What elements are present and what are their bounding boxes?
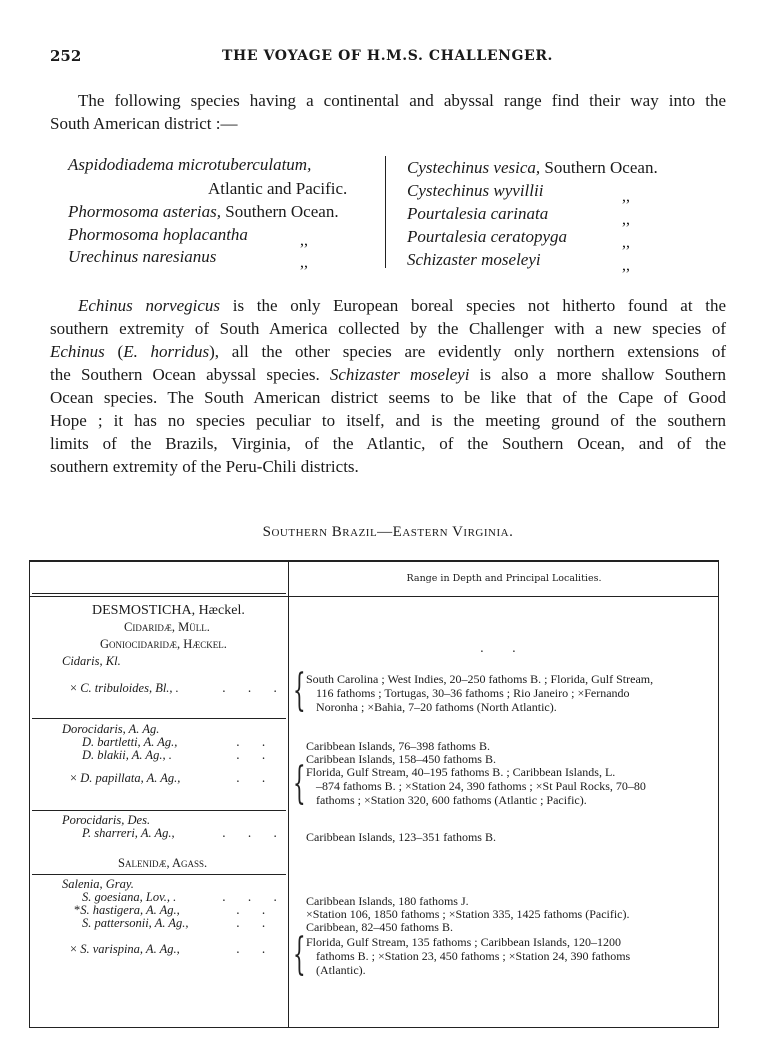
column-divider: [385, 156, 386, 268]
table-column-divider: [288, 560, 289, 1028]
table-header-rule: [29, 596, 719, 597]
discussion-line: southern extremity of South America collected by the Challenger with a new species of: [50, 319, 726, 338]
species-left-2: Phormosoma asterias, Southern Ocean.: [68, 202, 339, 221]
brace-mark: {: [293, 758, 306, 809]
range-line: 116 fathoms ; Tortugas, 30–36 fathoms ; Rio Janeiro ; ×Fernando: [316, 686, 630, 700]
ditto-mark: ,,: [300, 232, 308, 249]
genus-heading: Porocidaris, Des.: [62, 813, 151, 827]
brace-mark: {: [293, 665, 306, 716]
running-head: THE VOYAGE OF H.M.S. CHALLENGER.: [222, 48, 554, 64]
discussion-line: limits of the Brazils, Virginia, of the Atlantic, of the Southern Ocean, and of the: [50, 434, 726, 453]
species-row: D. bartletti, A. Ag.,: [82, 735, 178, 749]
range-line: Florida, Gulf Stream, 135 fathoms ; Caribbean Islands, 120–1200: [306, 935, 621, 949]
ditto-mark: ,,: [300, 254, 308, 271]
discussion-line: Ocean species. The South American district seems to be like that of the Cape of Good: [50, 388, 726, 407]
range-line: South Carolina ; West Indies, 20–250 fathoms B. ; Florida, Gulf Stream,: [306, 672, 654, 686]
leader-dots: . .: [236, 771, 275, 785]
genus-heading: Salenia, Gray.: [62, 877, 134, 891]
discussion-paragraph: [50, 294, 726, 478]
discussion-line: Echinus (E. horridus), all the other species are evidently only northern extensions of: [50, 342, 726, 361]
discussion-line: the Southern Ocean abyssal species. Schizaster moseleyi is also a more shallow Southern: [50, 365, 727, 384]
species-left-1: Aspidodiadema microtuberculatum,: [68, 155, 312, 174]
leader-dots: . .: [236, 916, 275, 930]
range-line: Caribbean Islands, 158–450 fathoms B.: [306, 752, 496, 766]
subfamily-heading: Goniocidaridæ, Hæckel.: [100, 637, 227, 651]
species-right-5: Schizaster moseleyi: [407, 250, 541, 269]
range-line: –874 fathoms B. ; ×Station 24, 390 fathoms ; ×St Paul Rocks, 70–80: [316, 779, 646, 793]
discussion-line: southern extremity of the Peru-Chili districts.: [50, 457, 359, 476]
table-header-range: Range in Depth and Principal Localities.: [406, 573, 602, 584]
section-rule: [32, 810, 286, 811]
genus-heading: Dorocidaris, A. Ag.: [62, 722, 160, 736]
species-right-2: Cystechinus wyvillii: [407, 181, 544, 200]
species-left-1-range: Atlantic and Pacific.: [208, 179, 348, 198]
range-line: Caribbean Islands, 123–351 fathoms B.: [306, 830, 496, 844]
leader-dots: . . .: [222, 890, 287, 904]
section-rule: [32, 874, 286, 875]
header-left-rule: [32, 593, 286, 594]
leader-dots: . . .: [222, 826, 287, 840]
range-line: Caribbean Islands, 76–398 fathoms B.: [306, 739, 490, 753]
page-number: 252: [50, 47, 82, 65]
ditto-mark: ,,: [622, 188, 630, 205]
range-line: Caribbean, 82–450 fathoms B.: [306, 920, 453, 934]
family-heading: Cidaridæ, Müll.: [124, 620, 210, 634]
species-row: *S. hastigera, A. Ag.,: [74, 903, 180, 917]
leader-dots: . .: [236, 748, 275, 762]
species-left-4: Urechinus naresianus: [68, 247, 217, 266]
ditto-mark: ,,: [622, 211, 630, 228]
range-line: Noronha ; ×Bahia, 7–20 fathoms (North Atlantic).: [316, 700, 557, 714]
leader-dots: .: [512, 641, 525, 655]
ditto-mark: ,,: [622, 234, 630, 251]
species-row: S. goesiana, Lov., .: [82, 890, 177, 904]
species-right-4: Pourtalesia ceratopyga: [407, 227, 568, 246]
species-left-3: Phormosoma hoplacantha: [68, 225, 248, 244]
leader-dots: . .: [236, 942, 275, 956]
range-line: (Atlantic).: [316, 963, 366, 977]
intro-line-1: The following species having a continental and abyssal range find their way into the: [78, 91, 726, 110]
species-row: × D. papillata, A. Ag.,: [70, 771, 181, 785]
range-line: fathoms B. ; ×Station 23, 450 fathoms ; ×Station 24, 390 fathoms: [316, 949, 631, 963]
range-line: Florida, Gulf Stream, 40–195 fathoms B. ; Caribbean Islands, L.: [306, 765, 616, 779]
species-row: × S. varispina, A. Ag.,: [70, 942, 180, 956]
table-title: Southern Brazil—Eastern Virginia.: [262, 524, 514, 540]
discussion-line: Hope ; it has no species peculiar to itself, and is the meeting ground of the southern: [50, 411, 726, 430]
section-rule: [32, 718, 286, 719]
genus-heading: Cidaris, Kl.: [62, 654, 121, 668]
leader-dots: . . .: [222, 681, 287, 695]
species-right-1: Cystechinus vesica, Southern Ocean.: [407, 158, 658, 177]
species-row: P. sharreri, A. Ag.,: [82, 826, 175, 840]
order-heading: DESMOSTICHA, Hæckel.: [92, 603, 245, 618]
family-heading: Salenidæ, Agass.: [118, 856, 208, 870]
species-right-3: Pourtalesia carinata: [407, 204, 549, 223]
species-row: S. pattersonii, A. Ag.,: [82, 916, 189, 930]
species-row: × C. tribuloides, Bl., .: [70, 681, 179, 695]
intro-paragraph: [50, 89, 726, 135]
ditto-mark: ,,: [622, 257, 630, 274]
species-row: D. blakii, A. Ag., .: [82, 748, 172, 762]
range-line: Caribbean Islands, 180 fathoms J.: [306, 894, 469, 908]
intro-line-2: South American district :—: [50, 114, 238, 133]
leader-dots: .: [480, 641, 493, 655]
leader-dots: . .: [236, 735, 275, 749]
discussion-line: Echinus norvegicus is the only European boreal species not hitherto found at the: [78, 296, 726, 315]
leader-dots: . .: [236, 903, 275, 917]
brace-mark: {: [293, 929, 306, 980]
range-line: fathoms ; ×Station 320, 600 fathoms (Atlantic ; Pacific).: [316, 793, 587, 807]
range-line: ×Station 106, 1850 fathoms ; ×Station 335, 1425 fathoms (Pacific).: [306, 907, 630, 921]
